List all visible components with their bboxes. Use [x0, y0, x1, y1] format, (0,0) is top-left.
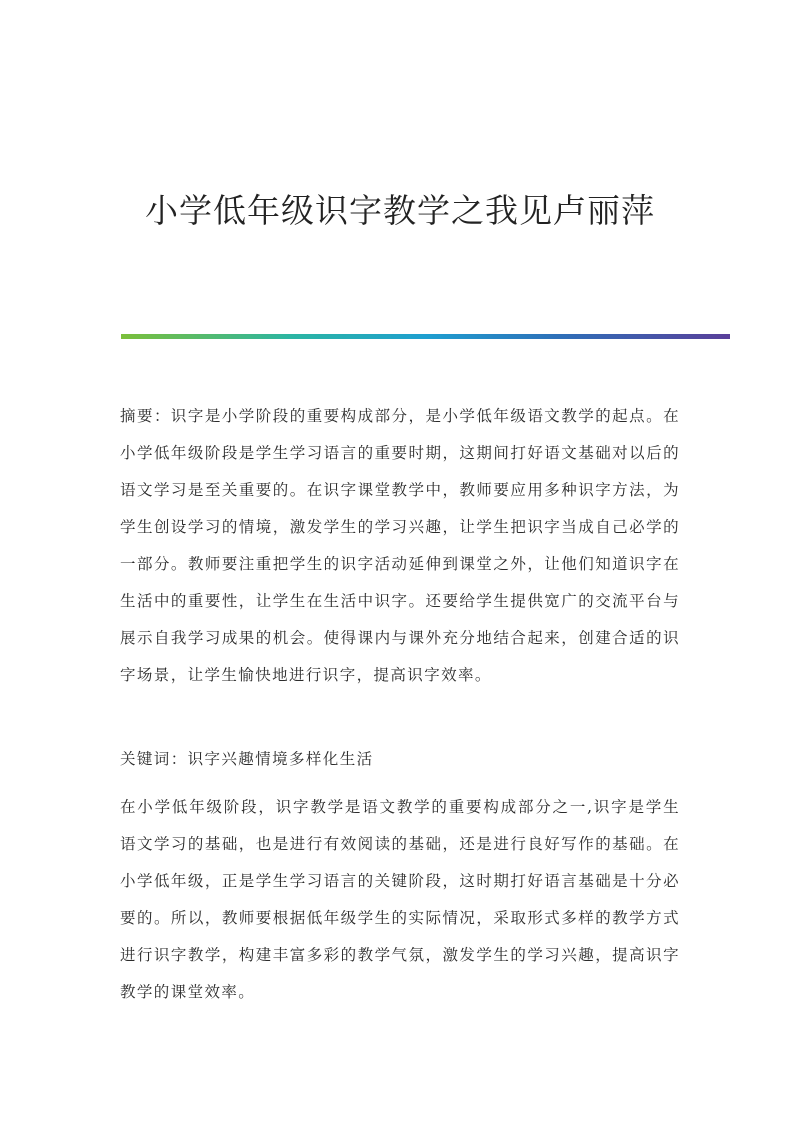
abstract-label: 摘要： — [120, 407, 171, 425]
page-title: 小学低年级识字教学之我见卢丽萍 — [145, 191, 655, 230]
intro-paragraph: 在小学低年级阶段，识字教学是语文教学的重要构成部分之一,识字是学生语文学习的基础，也是进行有效阅读的基础，还是进行良好写作的基础。在小学低年级，正是学生学习语言的关键阶段，这时期打好语言基础是十分必要的。所以，教师要根据低年级学生的实际情况，采取形式多样的教学方式进行识字教学，构建丰富多彩的教学气氛，激发学生的学习兴趣，提高识字教学的课堂效率。 — [120, 798, 680, 1001]
abstract-text: 识字是小学阶段的重要构成部分，是小学低年级语文教学的起点。在小学低年级阶段是学生学习语言的重要时期，这期间打好语文基础对以后的语文学习是至关重要的。在识字课堂教学中，教师要应用多种识字方法，为学生创设学习的情境，激发学生的学习兴趣，让学生把识字当成自己必学的一部分。教师要注重把学生的识字活动延伸到课堂之外，让他们知道识字在生活中的重要性，让学生在生活中识字。还要给学生提供宽广的交流平台与展示自我学习成果的机会。使得课内与课外充分地结合起来，创建合适的识字场景，让学生愉快地进行识字，提高识字效率。 — [120, 407, 680, 684]
title-divider — [121, 334, 730, 339]
keywords-paragraph — [120, 741, 680, 778]
abstract-paragraph — [120, 398, 680, 694]
keywords-label: 关键词： — [120, 750, 188, 768]
keywords-text: 识字兴趣情境多样化生活 — [187, 750, 374, 768]
